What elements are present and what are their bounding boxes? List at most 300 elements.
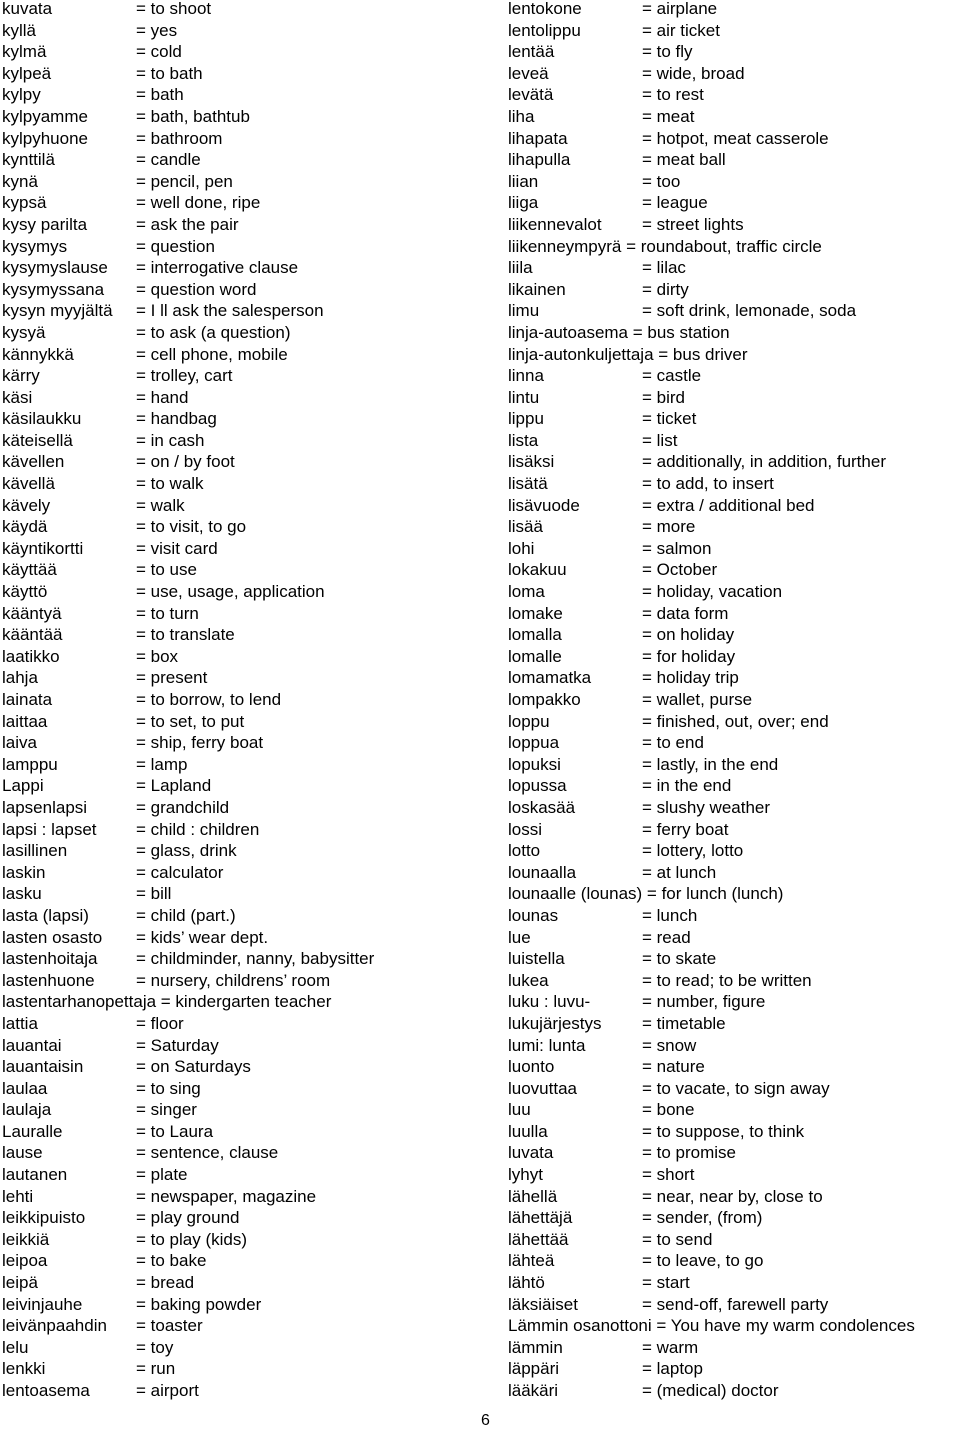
entry-term: kysyä bbox=[2, 322, 46, 342]
entry-definition: = yes bbox=[136, 20, 178, 40]
glossary-entry bbox=[508, 907, 960, 929]
entry-definition: = nature bbox=[642, 1057, 705, 1077]
entry-term: kysy parilta bbox=[2, 214, 88, 234]
glossary-entry bbox=[508, 497, 960, 519]
entry-term: lauantai bbox=[2, 1035, 62, 1055]
glossary-entry bbox=[508, 518, 960, 540]
glossary-entry bbox=[508, 561, 960, 583]
glossary-entry bbox=[2, 885, 502, 907]
entry-definition: = handbag bbox=[136, 409, 217, 429]
entry-term: lue bbox=[508, 927, 531, 947]
entry-definition: = bill bbox=[136, 884, 172, 904]
entry-definition: = well done, ripe bbox=[136, 193, 261, 213]
glossary-entry bbox=[508, 302, 960, 324]
glossary-entry bbox=[2, 453, 502, 475]
entry-definition: = to skate bbox=[642, 949, 717, 969]
glossary-entry bbox=[508, 389, 960, 411]
entry-definition: = ferry boat bbox=[642, 819, 729, 839]
glossary-entry bbox=[508, 1252, 960, 1274]
glossary-entry bbox=[508, 453, 960, 475]
glossary-entry bbox=[2, 540, 502, 562]
entry-definition: = laptop bbox=[642, 1359, 703, 1379]
entry-term: lapsenlapsi bbox=[2, 797, 88, 817]
glossary-entry bbox=[508, 324, 960, 346]
entry-definition: = bath bbox=[136, 85, 184, 105]
glossary-entry bbox=[508, 1123, 960, 1145]
entry-term: loppua bbox=[508, 733, 560, 753]
entry-term: lomalle bbox=[508, 646, 562, 666]
entry-term: lapsi : lapset bbox=[2, 819, 97, 839]
entry-definition: = to rest bbox=[642, 85, 704, 105]
entry-term: lisäksi bbox=[508, 452, 555, 472]
entry-definition: = (medical) doctor bbox=[642, 1381, 779, 1400]
glossary-entry bbox=[2, 389, 502, 411]
entry-definition: = number, figure bbox=[642, 992, 766, 1012]
entry-definition: = October bbox=[642, 560, 718, 580]
glossary-entry bbox=[508, 734, 960, 756]
entry-term: lisävuode bbox=[508, 495, 580, 515]
entry-definition: = to sing bbox=[136, 1078, 201, 1098]
glossary-entry bbox=[508, 367, 960, 389]
glossary-entry bbox=[508, 648, 960, 670]
glossary-entry bbox=[2, 1231, 502, 1253]
entry-definition: = question word bbox=[136, 279, 257, 299]
glossary-entry bbox=[2, 1144, 502, 1166]
glossary-entry bbox=[508, 43, 960, 65]
entry-term: liila bbox=[508, 258, 533, 278]
entry-definition: = calculator bbox=[136, 862, 224, 882]
entry-term: lossi bbox=[508, 819, 543, 839]
glossary-entry bbox=[2, 1080, 502, 1102]
glossary-entry bbox=[508, 151, 960, 173]
glossary-entry bbox=[2, 130, 502, 152]
entry-term: lintu bbox=[508, 387, 540, 407]
entry-term: lopussa bbox=[508, 776, 567, 796]
entry-term: luu bbox=[508, 1100, 531, 1120]
entry-term: leivänpaahdin bbox=[2, 1316, 107, 1336]
entry-term: laskin bbox=[2, 862, 46, 882]
entry-definition: = candle bbox=[136, 150, 201, 170]
entry-definition: = ask the pair bbox=[136, 214, 239, 234]
entry-term: lomalla bbox=[508, 625, 562, 645]
glossary-entry bbox=[508, 605, 960, 627]
glossary-entry bbox=[2, 1339, 502, 1361]
entry-term: lamppu bbox=[2, 754, 58, 774]
glossary-entry bbox=[508, 0, 960, 22]
glossary-entry bbox=[2, 259, 502, 281]
entry-definition: = start bbox=[642, 1273, 690, 1293]
entry-definition: = to suppose, to think bbox=[642, 1121, 805, 1141]
entry-full-text: lastentarhanopettaja = kindergarten teacher bbox=[2, 992, 332, 1012]
glossary-entry bbox=[2, 713, 502, 735]
entry-definition: = newspaper, magazine bbox=[136, 1186, 317, 1206]
entry-term: kävellen bbox=[2, 452, 65, 472]
entry-term: lastenhoitaja bbox=[2, 949, 98, 969]
glossary-entry bbox=[508, 583, 960, 605]
glossary-entry bbox=[508, 238, 960, 260]
entry-term: luulla bbox=[508, 1121, 548, 1141]
glossary-entry bbox=[508, 713, 960, 735]
entry-term: laulaja bbox=[2, 1100, 52, 1120]
entry-definition: = bird bbox=[642, 387, 685, 407]
glossary-entry bbox=[508, 540, 960, 562]
entry-definition: = floor bbox=[136, 1013, 184, 1033]
entry-definition: = bone bbox=[642, 1100, 695, 1120]
entry-definition: = to shoot bbox=[136, 0, 212, 18]
glossary-entry bbox=[508, 1080, 960, 1102]
entry-term: lauantaisin bbox=[2, 1057, 84, 1077]
glossary-entry bbox=[2, 1058, 502, 1080]
entry-definition: = trolley, cart bbox=[136, 366, 233, 386]
entry-definition: = to turn bbox=[136, 603, 199, 623]
entry-definition: = to borrow, to lend bbox=[136, 690, 282, 709]
entry-definition: = holiday, vacation bbox=[642, 582, 783, 602]
page-number: 6 bbox=[481, 1412, 490, 1429]
glossary-entry bbox=[2, 410, 502, 432]
entry-definition: = lunch bbox=[642, 905, 698, 925]
entry-term: lokakuu bbox=[508, 560, 567, 580]
entry-term: liikennevalot bbox=[508, 214, 602, 234]
glossary-entry bbox=[2, 605, 502, 627]
entry-definition: = on holiday bbox=[642, 625, 735, 645]
entry-term: lähellä bbox=[508, 1186, 558, 1206]
glossary-entry bbox=[2, 1101, 502, 1123]
glossary-entry bbox=[2, 302, 502, 324]
glossary-entry bbox=[2, 1252, 502, 1274]
glossary-entry bbox=[508, 108, 960, 130]
entry-term: käyttö bbox=[2, 582, 48, 602]
entry-term: luku : luvu- bbox=[508, 992, 591, 1012]
entry-definition: = interrogative clause bbox=[136, 258, 299, 278]
glossary-entry bbox=[2, 1274, 502, 1296]
entry-term: lomamatka bbox=[508, 668, 592, 688]
glossary-entry bbox=[508, 1274, 960, 1296]
entry-definition: = lottery, lotto bbox=[642, 841, 744, 861]
entry-definition: = at lunch bbox=[642, 862, 717, 882]
entry-definition: = bath, bathtub bbox=[136, 106, 250, 126]
entry-term: liha bbox=[508, 106, 535, 126]
entry-definition: = street lights bbox=[642, 214, 744, 234]
entry-definition: = to fly bbox=[642, 42, 693, 62]
entry-term: lähettäjä bbox=[508, 1208, 573, 1228]
entry-term: kylmä bbox=[2, 42, 47, 62]
entry-full-text: linja-autoasema = bus station bbox=[508, 322, 730, 342]
entry-term: Lappi bbox=[2, 776, 44, 796]
entry-definition: = in cash bbox=[136, 430, 205, 450]
entry-definition: = castle bbox=[642, 366, 702, 386]
glossary-entry bbox=[2, 151, 502, 173]
entry-term: lisätä bbox=[508, 474, 548, 494]
entry-definition: = to vacate, to sign away bbox=[642, 1078, 830, 1098]
entry-term: lahja bbox=[2, 668, 38, 688]
entry-term: kääntyä bbox=[2, 603, 62, 623]
entry-definition: = to set, to put bbox=[136, 711, 245, 731]
glossary-entry bbox=[508, 756, 960, 778]
entry-full-text: linja-autonkuljettaja = bus driver bbox=[508, 344, 748, 364]
glossary-entry bbox=[2, 583, 502, 605]
entry-definition: = wallet, purse bbox=[642, 690, 753, 709]
glossary-entry bbox=[508, 194, 960, 216]
entry-full-text: liikenneympyrä = roundabout, traffic circle bbox=[508, 236, 822, 256]
entry-definition: = timetable bbox=[642, 1013, 726, 1033]
glossary-entry bbox=[2, 756, 502, 778]
entry-term: kännykkä bbox=[2, 344, 74, 364]
entry-definition: = snow bbox=[642, 1035, 697, 1055]
entry-definition: = childminder, nanny, babysitter bbox=[136, 949, 375, 969]
entry-definition: = to read; to be written bbox=[642, 970, 812, 990]
entry-term: lista bbox=[508, 430, 539, 450]
entry-term: lumi: lunta bbox=[508, 1035, 586, 1055]
entry-definition: = to leave, to go bbox=[642, 1251, 764, 1271]
glossary-entry bbox=[2, 173, 502, 195]
entry-definition: = to translate bbox=[136, 625, 235, 645]
glossary-entry bbox=[508, 410, 960, 432]
entry-definition: = to play (kids) bbox=[136, 1229, 248, 1249]
glossary-entry bbox=[508, 1188, 960, 1210]
entry-full-text: lounaalle (lounas) = for lunch (lunch) bbox=[508, 884, 784, 904]
glossary-entry bbox=[2, 216, 502, 238]
glossary-entry bbox=[508, 691, 960, 713]
glossary-entry bbox=[2, 950, 502, 972]
entry-definition: = use, usage, application bbox=[136, 582, 325, 602]
glossary-entry bbox=[2, 497, 502, 519]
entry-term: läppäri bbox=[508, 1359, 560, 1379]
entry-term: kysyn myyjältä bbox=[2, 301, 113, 321]
entry-term: lohi bbox=[508, 538, 535, 558]
glossary-entry bbox=[2, 842, 502, 864]
entry-term: lasten osasto bbox=[2, 927, 103, 947]
entry-definition: = lamp bbox=[136, 754, 188, 774]
entry-term: kylpyamme bbox=[2, 106, 88, 126]
entry-term: Lauralle bbox=[2, 1121, 63, 1141]
entry-term: lukea bbox=[508, 970, 549, 990]
entry-term: lyhyt bbox=[508, 1165, 543, 1185]
entry-definition: = near, near by, close to bbox=[642, 1186, 823, 1206]
glossary-entry bbox=[2, 669, 502, 691]
entry-term: lause bbox=[2, 1143, 43, 1163]
entry-term: käsilaukku bbox=[2, 409, 82, 429]
entry-full-text: Lämmin osanottoni = You have my warm condolences bbox=[508, 1316, 915, 1336]
glossary-entry bbox=[508, 22, 960, 44]
entry-definition: = for holiday bbox=[642, 646, 736, 666]
glossary-entry bbox=[508, 1231, 960, 1253]
entry-definition: = run bbox=[136, 1359, 176, 1379]
entry-term: lastenhuone bbox=[2, 970, 95, 990]
entry-definition: = I ll ask the salesperson bbox=[136, 301, 324, 321]
entry-term: läksiäiset bbox=[508, 1294, 578, 1314]
glossary-entry bbox=[2, 626, 502, 648]
entry-definition: = wide, broad bbox=[642, 63, 745, 83]
glossary-entry bbox=[2, 1188, 502, 1210]
glossary-entry bbox=[2, 367, 502, 389]
glossary-entry bbox=[2, 799, 502, 821]
entry-definition: = holiday trip bbox=[642, 668, 739, 688]
entry-definition: = bread bbox=[136, 1273, 195, 1293]
entry-term: laiva bbox=[2, 733, 37, 753]
glossary-entry bbox=[2, 1166, 502, 1188]
entry-term: loma bbox=[508, 582, 545, 602]
entry-term: luovuttaa bbox=[508, 1078, 577, 1098]
glossary-entry bbox=[508, 821, 960, 843]
entry-definition: = box bbox=[136, 646, 179, 666]
entry-term: laulaa bbox=[2, 1078, 48, 1098]
glossary-entry bbox=[2, 972, 502, 994]
entry-definition: = lilac bbox=[642, 258, 686, 278]
entry-definition: = ticket bbox=[642, 409, 697, 429]
glossary-entry bbox=[2, 108, 502, 130]
entry-definition: = Saturday bbox=[136, 1035, 219, 1055]
entry-definition: = visit card bbox=[136, 538, 218, 558]
entry-definition: = read bbox=[642, 927, 691, 947]
entry-term: liian bbox=[508, 171, 539, 191]
entry-term: kyllä bbox=[2, 20, 37, 40]
glossary-entry bbox=[508, 1209, 960, 1231]
entry-definition: = data form bbox=[642, 603, 729, 623]
entry-definition: = short bbox=[642, 1165, 695, 1185]
entry-definition: = airport bbox=[136, 1381, 199, 1400]
entry-term: käydä bbox=[2, 517, 48, 537]
glossary-entry bbox=[2, 777, 502, 799]
glossary-entry bbox=[508, 1144, 960, 1166]
entry-term: käteisellä bbox=[2, 430, 73, 450]
glossary-entry bbox=[2, 1037, 502, 1059]
entry-term: lomake bbox=[508, 603, 563, 623]
entry-definition: = slushy weather bbox=[642, 797, 771, 817]
glossary-entry bbox=[2, 864, 502, 886]
entry-term: luvata bbox=[508, 1143, 554, 1163]
entry-term: levätä bbox=[508, 85, 554, 105]
entry-definition: = glass, drink bbox=[136, 841, 237, 861]
entry-term: kynä bbox=[2, 171, 38, 191]
glossary-entry bbox=[2, 648, 502, 670]
entry-term: kuvata bbox=[2, 0, 53, 18]
entry-term: lounas bbox=[508, 905, 559, 925]
entry-definition: = to walk bbox=[136, 474, 204, 494]
entry-definition: = ship, ferry boat bbox=[136, 733, 264, 753]
glossary-entry bbox=[508, 1037, 960, 1059]
entry-term: liiga bbox=[508, 193, 539, 213]
entry-term: lentää bbox=[508, 42, 555, 62]
glossary-entry bbox=[2, 281, 502, 303]
glossary-entry bbox=[508, 1296, 960, 1318]
entry-term: laittaa bbox=[2, 711, 48, 731]
entry-term: käyntikortti bbox=[2, 538, 84, 558]
glossary-entry bbox=[508, 65, 960, 87]
entry-definition: = more bbox=[642, 517, 696, 537]
glossary-entry bbox=[2, 929, 502, 951]
entry-term: lentolippu bbox=[508, 20, 581, 40]
entry-term: lähteä bbox=[508, 1251, 555, 1271]
glossary-entry bbox=[508, 259, 960, 281]
entry-definition: = air ticket bbox=[642, 20, 720, 40]
entry-term: lainata bbox=[2, 690, 53, 709]
glossary-entry bbox=[2, 561, 502, 583]
glossary-entry bbox=[2, 1296, 502, 1318]
entry-term: lentokone bbox=[508, 0, 582, 18]
entry-term: lelu bbox=[2, 1337, 29, 1357]
entry-term: lasillinen bbox=[2, 841, 68, 861]
entry-definition: = nursery, childrens’ room bbox=[136, 970, 331, 990]
glossary-entry bbox=[2, 43, 502, 65]
glossary-entry bbox=[508, 950, 960, 972]
glossary-entry bbox=[2, 86, 502, 108]
entry-term: laatikko bbox=[2, 646, 60, 666]
entry-term: käsi bbox=[2, 387, 33, 407]
glossary-entry bbox=[508, 1382, 960, 1404]
entry-term: kärry bbox=[2, 366, 40, 386]
glossary-entry bbox=[508, 1166, 960, 1188]
glossary-entry bbox=[2, 821, 502, 843]
entry-term: leikkiä bbox=[2, 1229, 50, 1249]
glossary-entry bbox=[508, 777, 960, 799]
entry-term: lisää bbox=[508, 517, 543, 537]
glossary-entry bbox=[2, 0, 502, 22]
entry-definition: = league bbox=[642, 193, 708, 213]
entry-definition: = meat bbox=[642, 106, 695, 126]
entry-definition: = play ground bbox=[136, 1208, 240, 1228]
entry-definition: = Lapland bbox=[136, 776, 212, 796]
entry-definition: = plate bbox=[136, 1165, 188, 1185]
entry-term: lounaalla bbox=[508, 862, 577, 882]
entry-definition: = to send bbox=[642, 1229, 713, 1249]
entry-definition: = singer bbox=[136, 1100, 197, 1120]
glossary-entry bbox=[508, 1101, 960, 1123]
entry-term: loskasää bbox=[508, 797, 576, 817]
entry-definition: = to ask (a question) bbox=[136, 322, 291, 342]
entry-term: lääkäri bbox=[508, 1381, 559, 1400]
entry-term: lopuksi bbox=[508, 754, 561, 774]
entry-term: luonto bbox=[508, 1057, 555, 1077]
glossary-entry bbox=[2, 432, 502, 454]
entry-term: lattia bbox=[2, 1013, 38, 1033]
entry-definition: = lastly, in the end bbox=[642, 754, 779, 774]
entry-definition: = to bake bbox=[136, 1251, 207, 1271]
glossary-entry bbox=[2, 734, 502, 756]
entry-term: lenkki bbox=[2, 1359, 46, 1379]
entry-term: leivinjauhe bbox=[2, 1294, 83, 1314]
entry-definition: = baking powder bbox=[136, 1294, 262, 1314]
glossary-entry bbox=[508, 864, 960, 886]
glossary-entry bbox=[508, 216, 960, 238]
entry-term: loppu bbox=[508, 711, 550, 731]
entry-definition: = send-off, farewell party bbox=[642, 1294, 829, 1314]
entry-definition: = dirty bbox=[642, 279, 689, 299]
glossary-entry bbox=[508, 1015, 960, 1037]
entry-definition: = list bbox=[642, 430, 678, 450]
entry-term: kylpyhuone bbox=[2, 128, 89, 148]
entry-definition: = child : children bbox=[136, 819, 260, 839]
entry-term: luistella bbox=[508, 949, 565, 969]
glossary-entry bbox=[508, 130, 960, 152]
entry-definition: = to Laura bbox=[136, 1121, 214, 1141]
glossary-entry bbox=[2, 475, 502, 497]
entry-definition: = grandchild bbox=[136, 797, 230, 817]
entry-definition: = toy bbox=[136, 1337, 174, 1357]
entry-term: lippu bbox=[508, 409, 544, 429]
entry-definition: = to promise bbox=[642, 1143, 737, 1163]
entry-term: kysymyslause bbox=[2, 258, 108, 278]
right-column bbox=[508, 0, 960, 1404]
entry-definition: = too bbox=[642, 171, 681, 191]
glossary-entry bbox=[508, 842, 960, 864]
glossary-entry bbox=[2, 993, 502, 1015]
entry-definition: = airplane bbox=[642, 0, 718, 18]
glossary-entry bbox=[508, 1339, 960, 1361]
entry-definition: = extra / additional bed bbox=[642, 495, 815, 515]
entry-definition: = meat ball bbox=[642, 150, 726, 170]
glossary-entry bbox=[2, 324, 502, 346]
glossary-entry bbox=[2, 1015, 502, 1037]
